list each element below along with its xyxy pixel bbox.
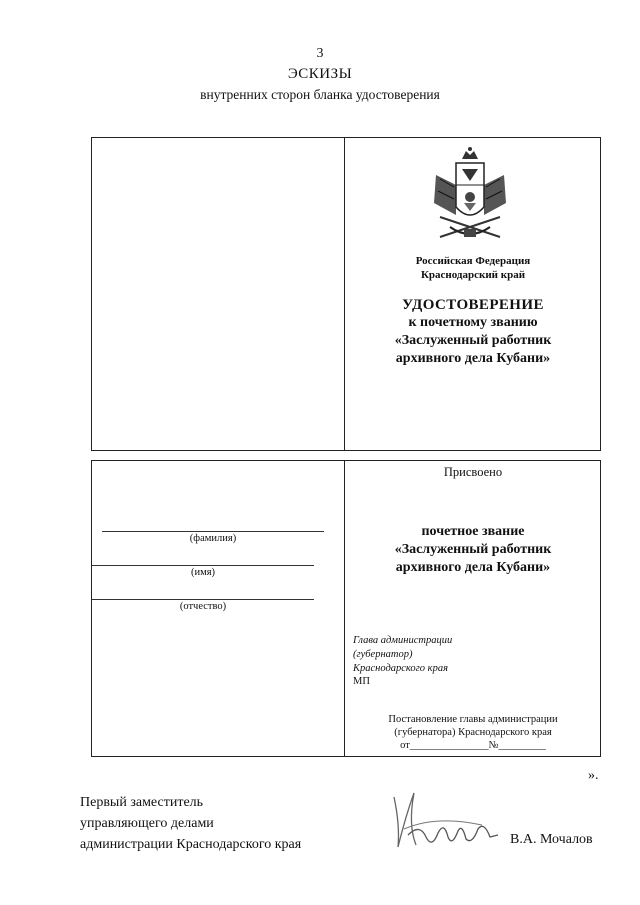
awarded-title-block [346, 523, 600, 577]
spread-fold-line [344, 138, 345, 450]
head-signature-block [353, 634, 452, 676]
position-line-2: управляющего делами [80, 816, 214, 831]
closing-quote: ». [588, 768, 599, 783]
position-line-3: администрации Краснодарского края [80, 837, 302, 852]
head-line-1: Глава администрации [353, 635, 453, 646]
honorary-title-line-2: архивного дела Кубани» [395, 351, 551, 366]
surname-line [102, 531, 324, 532]
patronymic-line [92, 599, 314, 600]
document-title: ЭСКИЗЫ [287, 66, 353, 82]
decree-block [346, 713, 600, 752]
head-line-3: Краснодарского края [353, 663, 448, 674]
decree-line-1: Постановление главы администрации [388, 714, 558, 725]
document-subtitle: внутренних сторон бланка удостоверения [200, 87, 440, 102]
awarded-title-line-2: «Заслуженный работник [394, 542, 552, 557]
signer-position [80, 792, 301, 855]
stamp-placeholder: МП [353, 676, 370, 687]
issuer-block [346, 254, 600, 282]
country-name: Российская Федерация [415, 255, 531, 267]
head-line-2: (губернатор) [353, 649, 413, 660]
signature-icon [386, 785, 506, 860]
certificate-cover-spread [91, 137, 601, 451]
region-name: Краснодарский край [420, 269, 526, 281]
spread-fold-line [344, 461, 345, 756]
certificate-heading: УДОСТОВЕРЕНИЕ [402, 297, 544, 313]
awarded-title-line-3: архивного дела Кубани» [395, 560, 551, 575]
honorary-title-line-1: «Заслуженный работник [394, 333, 552, 348]
coat-of-arms-icon [426, 145, 514, 245]
awarded-title-line-1: почетное звание [421, 524, 525, 539]
page-number: 3 [316, 46, 324, 61]
certificate-title-block [346, 296, 600, 368]
certificate-subline: к почетному званию [408, 315, 538, 330]
signer-name: В.А. Мочалов [510, 832, 593, 847]
certificate-inner-spread [91, 460, 601, 757]
awarded-label: Присвоено [443, 465, 503, 479]
name-caption: (имя) [190, 567, 216, 578]
patronymic-caption: (отчество) [179, 601, 227, 612]
decree-line-3: от_______________№_________ [400, 740, 546, 751]
surname-caption: (фамилия) [189, 533, 237, 544]
decree-line-2: (губернатора) Краснодарского края [394, 727, 552, 738]
name-line [92, 565, 314, 566]
position-line-1: Первый заместитель [80, 795, 204, 810]
